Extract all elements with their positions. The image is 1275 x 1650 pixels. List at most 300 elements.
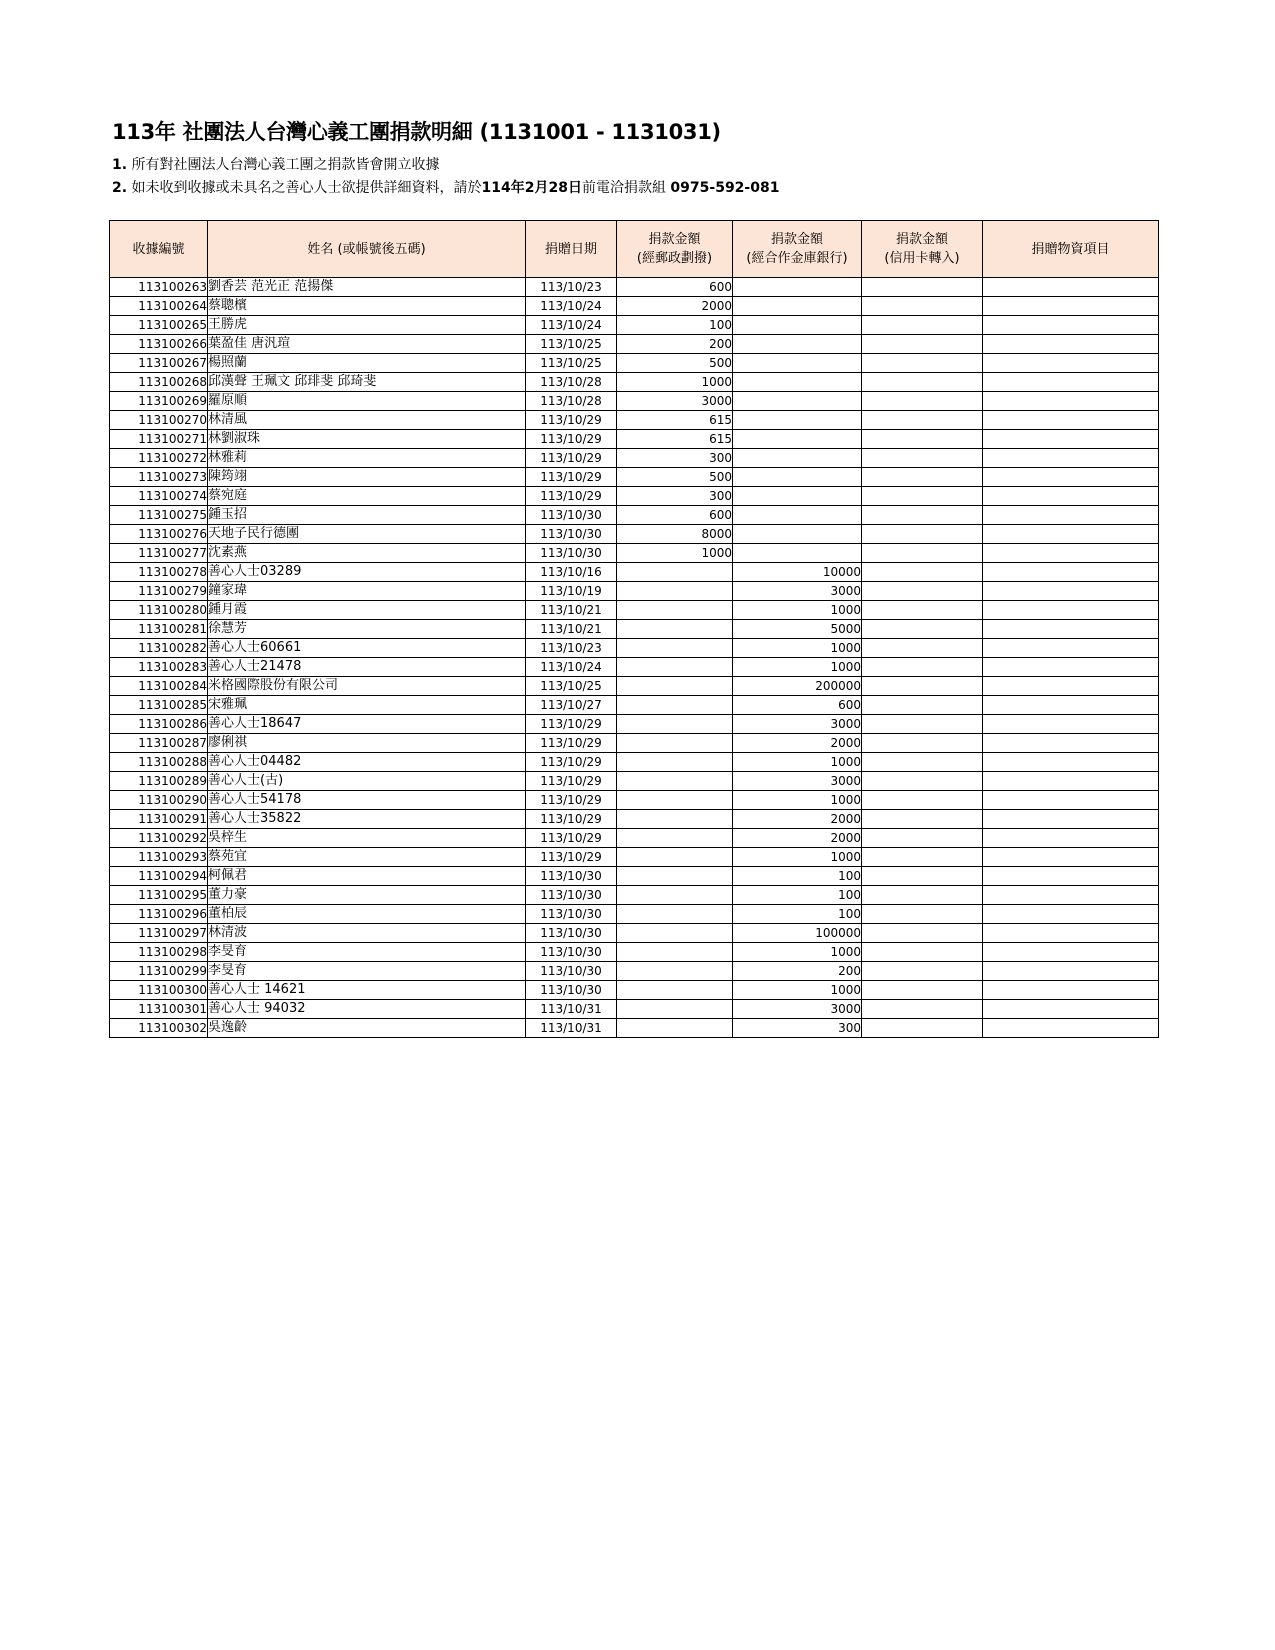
cell-bank-amount: 5000: [733, 620, 862, 639]
table-row: [110, 943, 1159, 962]
cell-receipt-no: 113100283: [110, 658, 208, 677]
cell-goods: [983, 829, 1159, 848]
cell-bank-amount: [733, 468, 862, 487]
cell-postal-amount: 615: [617, 411, 733, 430]
table-row: [110, 810, 1159, 829]
table-row: [110, 373, 1159, 392]
cell-card-amount: [862, 715, 983, 734]
cell-date: 113/10/29: [526, 715, 617, 734]
cell-date: 113/10/24: [526, 316, 617, 335]
cell-postal-amount: [617, 582, 733, 601]
cell-goods: [983, 278, 1159, 297]
cell-postal-amount: [617, 1019, 733, 1038]
table-row: [110, 658, 1159, 677]
cell-receipt-no: 113100300: [110, 981, 208, 1000]
cell-name: 天地子民行德團: [208, 525, 526, 544]
cell-date: 113/10/30: [526, 506, 617, 525]
header-postal-line1: 捐款金額: [648, 232, 701, 247]
cell-name: 蔡宛庭: [208, 487, 526, 506]
table-row: [110, 487, 1159, 506]
cell-card-amount: [862, 810, 983, 829]
cell-bank-amount: [733, 316, 862, 335]
cell-goods: [983, 620, 1159, 639]
note-2-number: 2.: [112, 180, 128, 196]
cell-receipt-no: 113100277: [110, 544, 208, 563]
cell-bank-amount: 100: [733, 886, 862, 905]
note-2-text: 如未收到收據或未具名之善心人士欲提供詳細資料，請於: [127, 180, 482, 196]
cell-postal-amount: [617, 772, 733, 791]
cell-name: 林清波: [208, 924, 526, 943]
cell-receipt-no: 113100284: [110, 677, 208, 696]
cell-postal-amount: 300: [617, 487, 733, 506]
cell-goods: [983, 297, 1159, 316]
cell-goods: [983, 753, 1159, 772]
cell-name: 林劉淑珠: [208, 430, 526, 449]
cell-postal-amount: [617, 829, 733, 848]
header-postal-line2: (經郵政劃撥): [636, 251, 713, 266]
cell-postal-amount: [617, 1000, 733, 1019]
cell-name: 善心人士35822: [208, 810, 526, 829]
cell-goods: [983, 867, 1159, 886]
cell-bank-amount: 1000: [733, 848, 862, 867]
cell-bank-amount: 1000: [733, 658, 862, 677]
cell-name: 蔡苑宜: [208, 848, 526, 867]
cell-bank-amount: 100000: [733, 924, 862, 943]
cell-goods: [983, 544, 1159, 563]
cell-goods: [983, 449, 1159, 468]
cell-postal-amount: [617, 962, 733, 981]
table-row: [110, 981, 1159, 1000]
cell-date: 113/10/29: [526, 829, 617, 848]
table-row: [110, 829, 1159, 848]
cell-bank-amount: [733, 544, 862, 563]
header-goods: 捐贈物資項目: [983, 221, 1159, 278]
cell-card-amount: [862, 411, 983, 430]
cell-goods: [983, 316, 1159, 335]
table-row: [110, 601, 1159, 620]
table-row: [110, 772, 1159, 791]
cell-date: 113/10/29: [526, 449, 617, 468]
cell-receipt-no: 113100274: [110, 487, 208, 506]
cell-card-amount: [862, 791, 983, 810]
cell-goods: [983, 373, 1159, 392]
cell-bank-amount: [733, 278, 862, 297]
cell-postal-amount: [617, 696, 733, 715]
cell-name: 林雅莉: [208, 449, 526, 468]
header-bank-line1: 捐款金額: [770, 232, 823, 247]
cell-receipt-no: 113100280: [110, 601, 208, 620]
note-2-deadline: 114年2月28日: [481, 180, 582, 196]
cell-bank-amount: 1000: [733, 639, 862, 658]
cell-bank-amount: [733, 354, 862, 373]
cell-receipt-no: 113100265: [110, 316, 208, 335]
cell-postal-amount: 8000: [617, 525, 733, 544]
table-row: [110, 544, 1159, 563]
cell-goods: [983, 772, 1159, 791]
cell-card-amount: [862, 487, 983, 506]
cell-goods: [983, 639, 1159, 658]
cell-name: 董柏辰: [208, 905, 526, 924]
table-row: [110, 278, 1159, 297]
cell-date: 113/10/30: [526, 905, 617, 924]
cell-date: 113/10/23: [526, 639, 617, 658]
cell-date: 113/10/25: [526, 677, 617, 696]
cell-postal-amount: [617, 791, 733, 810]
table-row: [110, 639, 1159, 658]
cell-goods: [983, 848, 1159, 867]
table-row: [110, 506, 1159, 525]
cell-bank-amount: 2000: [733, 810, 862, 829]
cell-name: 吳逸齡: [208, 1019, 526, 1038]
cell-postal-amount: [617, 734, 733, 753]
cell-date: 113/10/25: [526, 354, 617, 373]
cell-goods: [983, 430, 1159, 449]
cell-bank-amount: 2000: [733, 829, 862, 848]
cell-card-amount: [862, 943, 983, 962]
cell-receipt-no: 113100273: [110, 468, 208, 487]
cell-receipt-no: 113100279: [110, 582, 208, 601]
cell-date: 113/10/29: [526, 810, 617, 829]
cell-date: 113/10/24: [526, 658, 617, 677]
cell-date: 113/10/30: [526, 525, 617, 544]
cell-name: 董力豪: [208, 886, 526, 905]
cell-postal-amount: 500: [617, 354, 733, 373]
table-row: [110, 582, 1159, 601]
cell-receipt-no: 113100272: [110, 449, 208, 468]
cell-card-amount: [862, 905, 983, 924]
cell-receipt-no: 113100278: [110, 563, 208, 582]
cell-bank-amount: [733, 297, 862, 316]
note-2: [112, 177, 779, 197]
cell-goods: [983, 791, 1159, 810]
cell-goods: [983, 943, 1159, 962]
cell-card-amount: [862, 601, 983, 620]
cell-bank-amount: [733, 449, 862, 468]
cell-date: 113/10/29: [526, 487, 617, 506]
table-row: [110, 867, 1159, 886]
cell-receipt-no: 113100268: [110, 373, 208, 392]
cell-goods: [983, 886, 1159, 905]
table-row: [110, 354, 1159, 373]
cell-name: 善心人士54178: [208, 791, 526, 810]
cell-bank-amount: [733, 411, 862, 430]
cell-receipt-no: 113100269: [110, 392, 208, 411]
table-row: [110, 297, 1159, 316]
table-row: [110, 905, 1159, 924]
cell-bank-amount: 1000: [733, 943, 862, 962]
cell-receipt-no: 113100282: [110, 639, 208, 658]
table-row: [110, 886, 1159, 905]
cell-name: 鍾玉招: [208, 506, 526, 525]
note-1: [112, 154, 440, 174]
cell-card-amount: [862, 677, 983, 696]
cell-card-amount: [862, 392, 983, 411]
cell-card-amount: [862, 373, 983, 392]
cell-postal-amount: [617, 867, 733, 886]
cell-receipt-no: 113100275: [110, 506, 208, 525]
cell-name: 善心人士03289: [208, 563, 526, 582]
cell-goods: [983, 658, 1159, 677]
header-card-amount: [862, 221, 983, 278]
cell-goods: [983, 905, 1159, 924]
cell-card-amount: [862, 582, 983, 601]
cell-bank-amount: [733, 506, 862, 525]
cell-postal-amount: [617, 905, 733, 924]
cell-postal-amount: 600: [617, 278, 733, 297]
cell-postal-amount: [617, 810, 733, 829]
table-row: [110, 715, 1159, 734]
cell-name: 徐慧芳: [208, 620, 526, 639]
cell-bank-amount: 1000: [733, 601, 862, 620]
cell-card-amount: [862, 316, 983, 335]
cell-card-amount: [862, 1019, 983, 1038]
cell-date: 113/10/21: [526, 620, 617, 639]
table-row: [110, 468, 1159, 487]
cell-bank-amount: [733, 525, 862, 544]
page-title: 113年 社團法人台灣心義工團捐款明細 (1131001 - 1131031): [112, 120, 721, 144]
cell-receipt-no: 113100295: [110, 886, 208, 905]
cell-postal-amount: [617, 886, 733, 905]
cell-receipt-no: 113100292: [110, 829, 208, 848]
cell-date: 113/10/30: [526, 981, 617, 1000]
cell-date: 113/10/29: [526, 848, 617, 867]
cell-goods: [983, 696, 1159, 715]
cell-postal-amount: [617, 563, 733, 582]
table-row: [110, 734, 1159, 753]
cell-postal-amount: 100: [617, 316, 733, 335]
cell-name: 沈素燕: [208, 544, 526, 563]
cell-goods: [983, 601, 1159, 620]
cell-date: 113/10/30: [526, 962, 617, 981]
table-row: [110, 696, 1159, 715]
cell-bank-amount: 1000: [733, 981, 862, 1000]
header-name: 姓名 (或帳號後五碼): [208, 221, 526, 278]
note-2-contact-text: 前電洽捐款組: [581, 180, 671, 196]
cell-bank-amount: 200000: [733, 677, 862, 696]
cell-postal-amount: 615: [617, 430, 733, 449]
donation-table: [109, 220, 1159, 1038]
cell-name: 羅原順: [208, 392, 526, 411]
cell-goods: [983, 1000, 1159, 1019]
cell-card-amount: [862, 981, 983, 1000]
cell-card-amount: [862, 620, 983, 639]
cell-bank-amount: [733, 487, 862, 506]
cell-card-amount: [862, 772, 983, 791]
table-row: [110, 924, 1159, 943]
cell-receipt-no: 113100297: [110, 924, 208, 943]
cell-receipt-no: 113100289: [110, 772, 208, 791]
cell-card-amount: [862, 924, 983, 943]
cell-receipt-no: 113100290: [110, 791, 208, 810]
cell-card-amount: [862, 544, 983, 563]
cell-goods: [983, 563, 1159, 582]
cell-bank-amount: 100: [733, 905, 862, 924]
cell-receipt-no: 113100294: [110, 867, 208, 886]
cell-receipt-no: 113100266: [110, 335, 208, 354]
cell-receipt-no: 113100263: [110, 278, 208, 297]
cell-name: 善心人士21478: [208, 658, 526, 677]
header-date: 捐贈日期: [526, 221, 617, 278]
cell-date: 113/10/30: [526, 886, 617, 905]
cell-card-amount: [862, 886, 983, 905]
cell-date: 113/10/21: [526, 601, 617, 620]
cell-postal-amount: [617, 658, 733, 677]
cell-goods: [983, 981, 1159, 1000]
cell-postal-amount: [617, 943, 733, 962]
cell-bank-amount: 3000: [733, 1000, 862, 1019]
cell-date: 113/10/29: [526, 411, 617, 430]
cell-postal-amount: 2000: [617, 297, 733, 316]
cell-name: 善心人士 94032: [208, 1000, 526, 1019]
cell-bank-amount: 3000: [733, 582, 862, 601]
cell-bank-amount: [733, 373, 862, 392]
cell-name: 廖俐祺: [208, 734, 526, 753]
cell-card-amount: [862, 867, 983, 886]
cell-date: 113/10/30: [526, 867, 617, 886]
cell-name: 柯佩君: [208, 867, 526, 886]
table-row: [110, 392, 1159, 411]
table-row: [110, 620, 1159, 639]
cell-bank-amount: 2000: [733, 734, 862, 753]
table-row: [110, 1000, 1159, 1019]
cell-card-amount: [862, 639, 983, 658]
cell-bank-amount: [733, 392, 862, 411]
cell-goods: [983, 525, 1159, 544]
cell-receipt-no: 113100302: [110, 1019, 208, 1038]
cell-name: 吳梓生: [208, 829, 526, 848]
cell-goods: [983, 582, 1159, 601]
cell-bank-amount: [733, 335, 862, 354]
cell-card-amount: [862, 297, 983, 316]
table-row: [110, 848, 1159, 867]
cell-receipt-no: 113100298: [110, 943, 208, 962]
cell-name: 善心人士04482: [208, 753, 526, 772]
cell-postal-amount: [617, 715, 733, 734]
table-row: [110, 791, 1159, 810]
cell-card-amount: [862, 734, 983, 753]
cell-card-amount: [862, 335, 983, 354]
cell-card-amount: [862, 1000, 983, 1019]
cell-date: 113/10/23: [526, 278, 617, 297]
cell-card-amount: [862, 278, 983, 297]
header-bank-amount: [733, 221, 862, 278]
cell-card-amount: [862, 563, 983, 582]
cell-date: 113/10/30: [526, 943, 617, 962]
note-1-number: 1.: [112, 157, 128, 173]
cell-date: 113/10/29: [526, 791, 617, 810]
cell-receipt-no: 113100267: [110, 354, 208, 373]
note-2-phone: 0975-592-081: [670, 180, 780, 196]
cell-bank-amount: [733, 430, 862, 449]
header-card-line2: (信用卡轉入): [884, 251, 960, 266]
cell-name: 陳筠翊: [208, 468, 526, 487]
cell-card-amount: [862, 829, 983, 848]
table-row: [110, 316, 1159, 335]
cell-goods: [983, 392, 1159, 411]
cell-name: 邱漢聲 王珮文 邱琲斐 邱琦斐: [208, 373, 526, 392]
cell-receipt-no: 113100285: [110, 696, 208, 715]
cell-card-amount: [862, 354, 983, 373]
cell-name: 劉香芸 范光正 范揚傑: [208, 278, 526, 297]
cell-receipt-no: 113100293: [110, 848, 208, 867]
table-row: [110, 525, 1159, 544]
cell-date: 113/10/31: [526, 1000, 617, 1019]
table-row: [110, 1019, 1159, 1038]
cell-date: 113/10/28: [526, 373, 617, 392]
table-header-row: [110, 221, 1159, 278]
cell-name: 鐘家瑋: [208, 582, 526, 601]
cell-goods: [983, 1019, 1159, 1038]
cell-postal-amount: 1000: [617, 544, 733, 563]
cell-receipt-no: 113100296: [110, 905, 208, 924]
cell-bank-amount: 10000: [733, 563, 862, 582]
table-body: [110, 278, 1159, 1038]
header-bank-line2: (經合作金庫銀行): [746, 251, 848, 266]
cell-postal-amount: [617, 620, 733, 639]
cell-goods: [983, 468, 1159, 487]
cell-date: 113/10/29: [526, 430, 617, 449]
cell-postal-amount: 200: [617, 335, 733, 354]
cell-name: 善心人士18647: [208, 715, 526, 734]
cell-receipt-no: 113100287: [110, 734, 208, 753]
cell-card-amount: [862, 449, 983, 468]
cell-name: 林清風: [208, 411, 526, 430]
table-row: [110, 430, 1159, 449]
cell-bank-amount: 200: [733, 962, 862, 981]
cell-receipt-no: 113100301: [110, 1000, 208, 1019]
cell-date: 113/10/28: [526, 392, 617, 411]
cell-date: 113/10/29: [526, 468, 617, 487]
cell-name: 葉盈佳 唐汎瑄: [208, 335, 526, 354]
cell-postal-amount: 600: [617, 506, 733, 525]
cell-date: 113/10/31: [526, 1019, 617, 1038]
cell-date: 113/10/29: [526, 734, 617, 753]
cell-name: 李旻育: [208, 943, 526, 962]
cell-card-amount: [862, 658, 983, 677]
table-row: [110, 449, 1159, 468]
cell-goods: [983, 924, 1159, 943]
cell-postal-amount: 300: [617, 449, 733, 468]
cell-receipt-no: 113100264: [110, 297, 208, 316]
table-row: [110, 677, 1159, 696]
cell-name: 善心人士(古): [208, 772, 526, 791]
table-row: [110, 563, 1159, 582]
cell-goods: [983, 962, 1159, 981]
cell-receipt-no: 113100271: [110, 430, 208, 449]
cell-postal-amount: [617, 981, 733, 1000]
cell-goods: [983, 487, 1159, 506]
cell-postal-amount: [617, 753, 733, 772]
cell-card-amount: [862, 962, 983, 981]
cell-name: 善心人士 14621: [208, 981, 526, 1000]
cell-postal-amount: [617, 924, 733, 943]
cell-receipt-no: 113100299: [110, 962, 208, 981]
cell-goods: [983, 506, 1159, 525]
cell-name: 米格國際股份有限公司: [208, 677, 526, 696]
cell-bank-amount: 3000: [733, 715, 862, 734]
cell-goods: [983, 335, 1159, 354]
cell-name: 宋雅珮: [208, 696, 526, 715]
cell-postal-amount: 1000: [617, 373, 733, 392]
cell-goods: [983, 411, 1159, 430]
cell-card-amount: [862, 525, 983, 544]
cell-date: 113/10/16: [526, 563, 617, 582]
cell-card-amount: [862, 848, 983, 867]
cell-name: 鍾月霞: [208, 601, 526, 620]
cell-date: 113/10/25: [526, 335, 617, 354]
cell-postal-amount: [617, 601, 733, 620]
cell-receipt-no: 113100270: [110, 411, 208, 430]
